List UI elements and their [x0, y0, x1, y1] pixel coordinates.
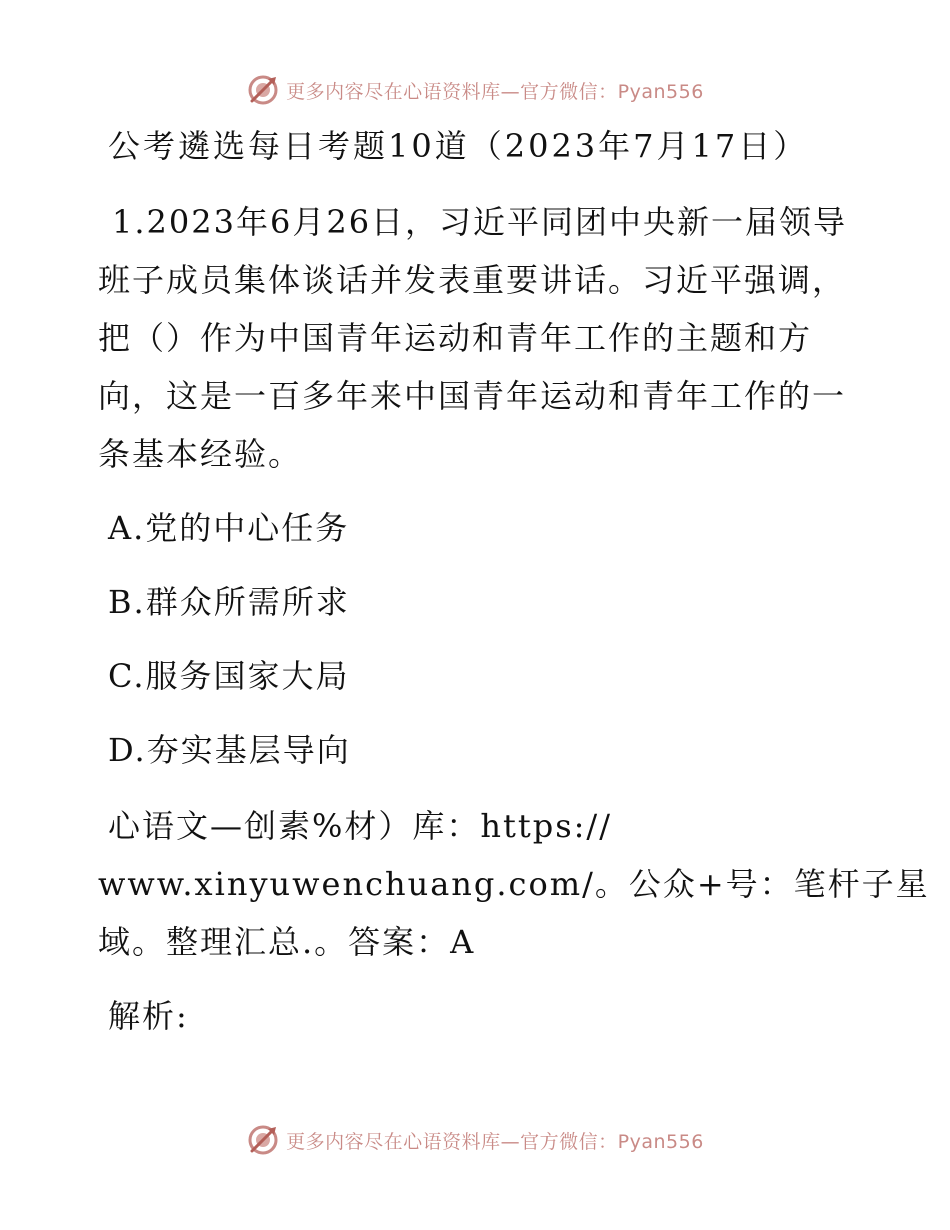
- question-line: 向，这是一百多年来中国青年运动和青年工作的一: [98, 377, 847, 415]
- watermark-text: 更多内容尽在心语资料库—官方微信：Pyan556: [286, 80, 704, 103]
- seal-logo-icon: [246, 1123, 280, 1157]
- page-title: 公考遴选每日考题10道（2023年7月17日）: [108, 127, 809, 165]
- analysis-label: 解析:: [108, 997, 189, 1035]
- option-d: D.夯实基层导向: [108, 731, 351, 769]
- watermark-banner-bottom: [0, 1120, 950, 1160]
- watermark-text: 更多内容尽在心语资料库—官方微信：Pyan556: [286, 1130, 704, 1153]
- question-line: 1.2023年6月26日，习近平同团中央新一届领导: [112, 203, 848, 241]
- option-a: A.党的中心任务: [108, 509, 350, 547]
- answer-line: www.xinyuwenchuang.com/。公众+号：笔杆子星: [98, 865, 930, 903]
- question-line: 条基本经验。: [98, 435, 303, 473]
- answer-line: 心语文—创素%材）库：https://: [108, 807, 612, 845]
- answer-line: 域。整理汇总.。答案：A: [98, 923, 476, 961]
- question-line: 班子成员集体谈话并发表重要讲话。习近平强调，: [98, 261, 847, 299]
- option-b: B.群众所需所求: [108, 583, 350, 621]
- option-c: C.服务国家大局: [108, 657, 350, 695]
- question-line: 把（）作为中国青年运动和青年工作的主题和方: [98, 319, 813, 357]
